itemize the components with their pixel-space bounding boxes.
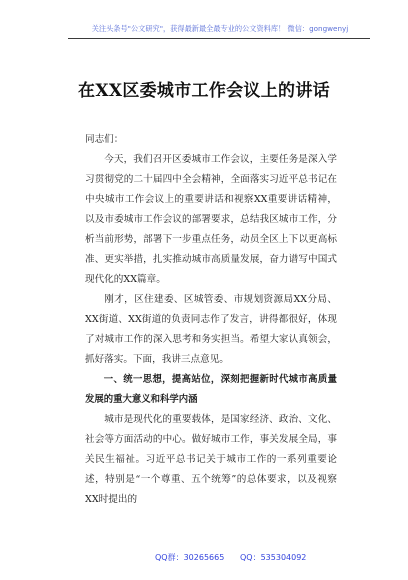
footer-qq-group: QQ群：30265665: [155, 553, 225, 562]
document-title: 在XX区委城市工作会议上的讲话: [78, 81, 330, 101]
salutation: 同志们：: [85, 134, 124, 145]
section-heading: 一、统一思想，提高站位，深刻把握新时代城市高质量发展的重大意义和科学内涵: [85, 374, 337, 405]
paragraph-opening: 今天，我们召开区委城市工作会议，主要任务是深入学习贯彻党的二十届四中全会精神，全面落实习近平总书记在中央城市工作会议上的重要讲话和视察XX重要讲话精神，以及市委城市工作会议的部署要求，总结我区城市工作，分析当前形势，部署下一步重点任务，动员全区上下以更高标准、更实举措，扎实推动城市高质量发展，奋力谱写中国式现代化的XX篇章。: [85, 154, 337, 285]
paragraph-remarks: 刚才，区住建委、区城管委、市规划资源局XX分局、XX街道、XX街道的负责同志作了发言，讲得都很好，体现了对城市工作的深入思考和务实担当。希望大家认真领会，抓好落实。下面，我讲三点意见。: [85, 294, 337, 365]
header-notice: 关注头条号"公文研究"，获得最新最全最专业的公文资料库！ 微信：gongwenyj: [91, 24, 349, 33]
header-divider: [68, 38, 370, 39]
footer-qq: QQ：535304092: [240, 553, 307, 562]
paragraph-section-one: 城市是现代化的重要载体，是国家经济、政治、文化、社会等方面活动的中心。做好城市工作，事关发展全局，事关民生福祉。习近平总书记关于城市工作的一系列重要论述，特别是“一个尊重、五个统筹”的总体要求，以及视察XX时提出的: [85, 414, 337, 505]
document-body: [85, 130, 337, 510]
